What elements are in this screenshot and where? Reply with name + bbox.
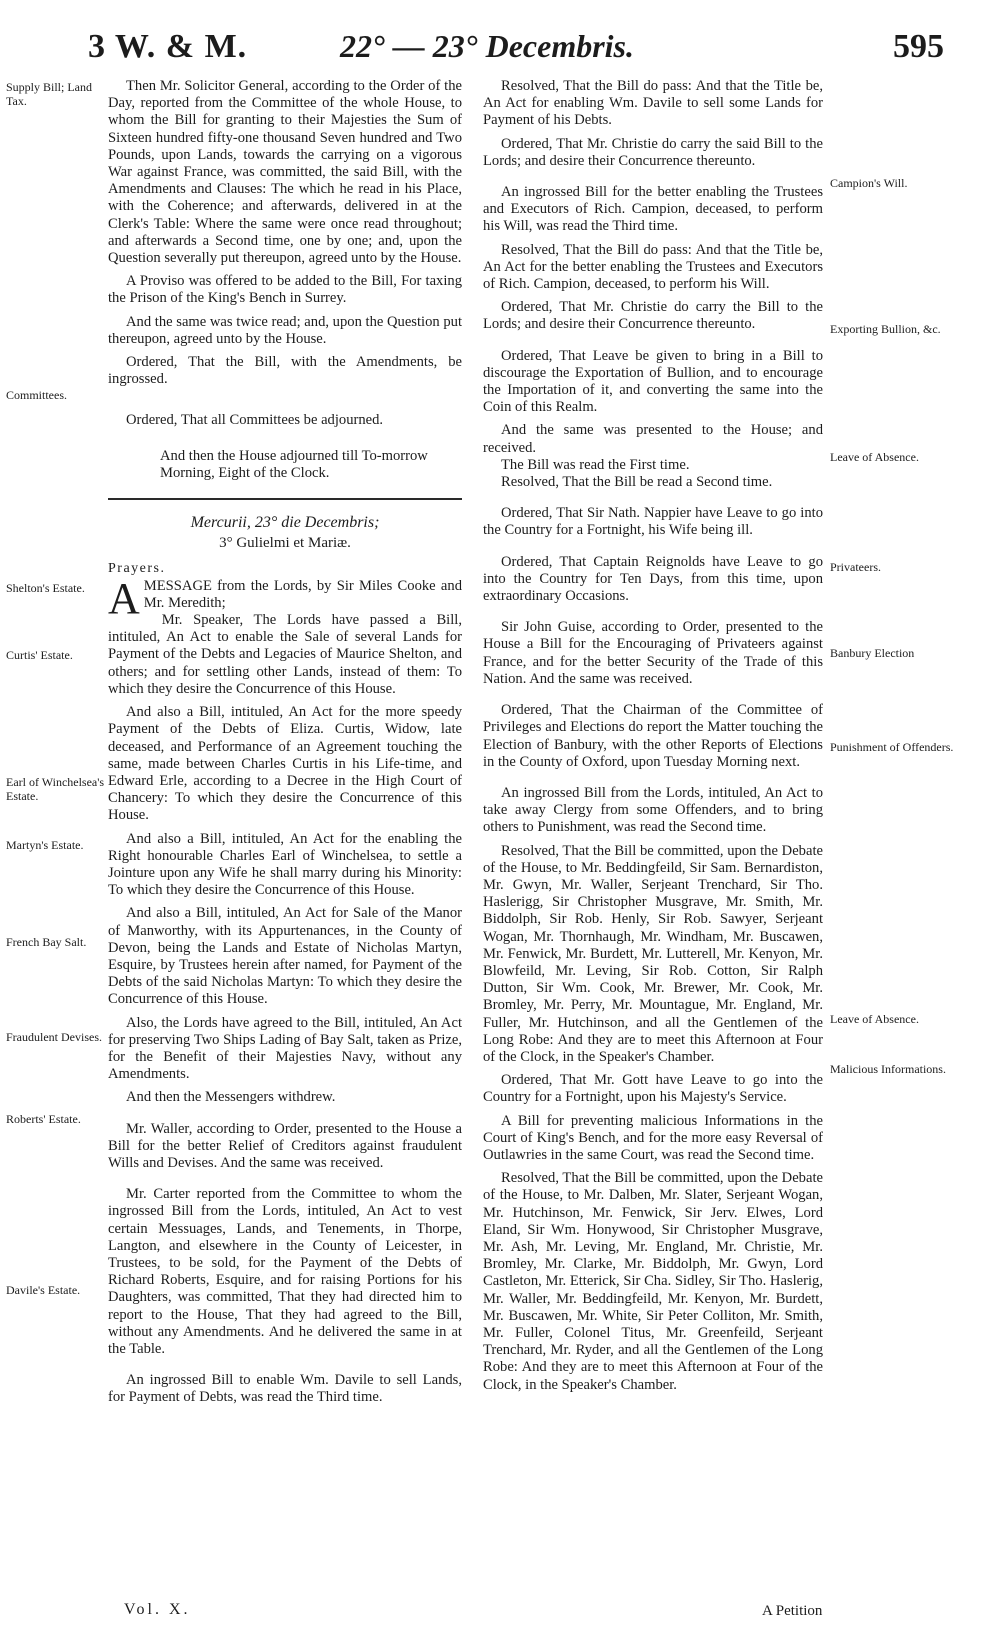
paragraph-shelton: Mr. Speaker, The Lords have passed a Bill, intituled, An Act to enable the Sale of several Lands for Payment of the Debts and Legacies of Maurice Shelton, and others; and for settling other Lands, instead of them: To which they desire the Concurrence of this House. <box>108 612 462 697</box>
margin-note-curtis: Curtis' Estate. <box>6 648 73 662</box>
paragraph-martyn: And also a Bill, intituled, An Act for Sale of the Manor of Manworthy, with its Appurtenances, in the County of Devon, being the Lands and Estate of Nicholas Martyn, Esquire, by Trustees herein after named, for Payment of the Debts of the said Nicholas Martyn: To which they desire the Concurrence of this House. <box>108 905 462 1008</box>
paragraph-curtis: And also a Bill, intituled, An Act for the more speedy Payment of the Debts of Eliza. Curtis, Widow, late deceased, and Performance of an Agreement touching the same, made between Charles Curtis in his Life-time, and Edward Erle, according to a Decree in the High Court of Chancery: To which they desire the Concurrence of this House. <box>108 704 462 824</box>
paragraph-winchelsea: And also a Bill, intituled, An Act for the enabling the Right honourable Charles Earl of Winchelsea, to settle a Jointure upon any Wife he shall marry during his Minority: To which they desire the Concurrence of this House. <box>108 830 462 899</box>
message-text: MESSAGE from the Lords, by Sir Miles Cooke and Mr. Meredith; <box>143 577 462 611</box>
margin-note-bullion: Exporting Bullion, &c. <box>830 322 941 336</box>
paragraph-first-reading: The Bill was read the First time. <box>501 456 690 473</box>
margin-note-supply: Supply Bill; Land Tax. <box>6 80 93 108</box>
margin-note-shelton: Shelton's Estate. <box>6 581 85 595</box>
drop-capital: A <box>108 573 140 623</box>
paragraph-message <box>108 573 462 623</box>
paragraph-nappier: Ordered, That Sir Nath. Nappier have Leave to go into the Country for a Fortnight, his Wife being ill. <box>483 505 823 539</box>
margin-note-privateers: Privateers. <box>830 560 881 574</box>
paragraph-committed-1: Resolved, That the Bill be committed, upon the Debate of the House, to Mr. Beddingfeild, Sir Sam. Bernardiston, Mr. Gwyn, Mr. Waller, Serjeant Trenchard, Sir Tho. Haslerigg, Sir Christopher Musgrave, Mr. Smith, Mr. Biddolph, Sir Rob. Henly, Sir Rob. Sawyer, Serjeant Wogan, Mr. Thornhaugh, Mr. Windham, Mr. Buscawen, Mr. Fenwick, Mr. Burdett, Mr. Lutterell, Mr. Kenyon, Mr. Blowfeild, Mr. Leving, Sir Rob. Cotton, Sir Ralph Dutton, Sir Wm. Cook, Mr. Brewer, Mr. Cook, Mr. Bromley, Mr. Perry, Mr. Mountague, Mr. England, Mr. Fuller, Mr. Hutchinson, and all the Gentlemen of the Long Robe: And they are to meet this Afternoon at Four of the Clock, in the Speaker's Chamber. <box>483 842 823 1065</box>
paragraph-carter: Mr. Carter reported from the Committee to whom the ingrossed Bill from the Lords, intituled, An Act to vest certain Messuages, Lands, and Tenements, in Thorpe, Langton, and elsewhere in the County of Leicester, in Trustees, to be sold, for the Payment of the Debts of Richard Roberts, Esquire, and for raising Portions for his Daughters, was committed, That they had directed him to report to the House, That they had agreed to the Bill, without any Amendments. And he delivered the same in at the Table. <box>108 1186 462 1357</box>
paragraph-adjourned: And then the House adjourned till To-morrow Morning, Eight of the Clock. <box>160 447 428 481</box>
running-header <box>0 22 992 82</box>
margin-note-davile: Davile's Estate. <box>6 1283 81 1297</box>
left-column <box>108 78 462 1413</box>
margin-note-campion: Campion's Will. <box>830 176 908 190</box>
page-number: 595 <box>893 28 944 65</box>
paragraph-proviso: A Proviso was offered to be added to the Bill, For taxing the Prison of the King's Bench in Surrey. <box>108 273 462 307</box>
paragraph-christie-1: Ordered, That Mr. Christie do carry the said Bill to the Lords; and desire their Concurrence thereunto. <box>483 135 823 169</box>
margin-note-winchelsea: Earl of Winchelsea's Estate. <box>6 775 105 803</box>
volume-marker: Vol. X. <box>124 1601 191 1618</box>
paragraph-campion: An ingrossed Bill for the better enabling the Trustees and Executors of Rich. Campion, deceased, to perform his Will, was read the Third time. <box>483 184 823 235</box>
right-column <box>483 78 823 1400</box>
paragraph-christie-2: Ordered, That Mr. Christie do carry the Bill to the Lords; and desire their Concurrence thereunto. <box>483 299 823 333</box>
paragraph-committees: Ordered, That all Committees be adjourned. <box>126 412 384 429</box>
paragraph-presented: And the same was presented to the House; and received. <box>483 422 823 456</box>
margin-note-bay-salt: French Bay Salt. <box>6 935 87 949</box>
paragraph-davile: An ingrossed Bill to enable Wm. Davile to sell Lands, for Payment of Debts, was read the Third time. <box>108 1372 462 1406</box>
margin-note-fraudulent: Fraudulent Devises. <box>6 1030 102 1044</box>
paragraph-bay-salt: Also, the Lords have agreed to the Bill, intituled, An Act for preserving Two Ships Lading of Bay Salt, taken as Prize, for the Benefit of their Majesties Navy, without any Amendments. <box>108 1014 462 1083</box>
paragraph-reignolds: Ordered, That Captain Reignolds have Leave to go into the Country for Ten Days, from this time, upon extraordinary Occasions. <box>483 553 823 605</box>
paragraph-ingrossed: Ordered, That the Bill, with the Amendments, be ingrossed. <box>108 354 462 388</box>
paragraph-resolved-davile: Resolved, That the Bill do pass: And that the Title be, An Act for enabling Wm. Davile to sell some Lands for Payment of his Debts. <box>483 78 823 129</box>
margin-note-malicious: Malicious Informations. <box>830 1062 946 1076</box>
margin-note-banbury: Banbury Election <box>830 646 915 660</box>
section-rule <box>108 498 462 500</box>
paragraph-committed-2: Resolved, That the Bill be committed, upon the Debate of the House, to Mr. Dalben, Mr. Slater, Serjeant Wogan, Mr. Hutchinson, Mr. Fenwick, Sir Jerv. Elwes, Lord Eland, Sir Wm. Honywood, Sir Christopher Musgrave, Mr. Ash, Mr. Leving, Mr. England, Mr. Christie, Mr. Bromley, Mr. Clarke, Mr. Biddolph, Mr. Gwyn, Lord Castleton, Mr. Etterick, Sir Cha. Sidley, Sir Tho. Haslerig, Mr. Waller, Mr. Beddingfeild, Mr. Kenyon, Mr. Burdett, Mr. Buscawen, Mr. White, Sir Peter Colliton, Mr. Smith, Mr. Fuller, Colonel Titus, Mr. Greenfeild, Serjeant Trenchard, Mr. Ryder, and all the Gentlemen of the Long Robe: And they are to meet this Afternoon at Four of the Clock, in the Speaker's Chamber. <box>483 1170 823 1393</box>
paragraph-guise: Sir John Guise, according to Order, presented to the House a Bill for the Encouraging of Privateers against France, and for the better Security of the Trade of this Nation. And the same was received. <box>483 619 823 687</box>
sitting-date: Mercurii, 23° die Decembris; <box>190 514 380 532</box>
paragraph-banbury: Ordered, That the Chairman of the Committee of Privileges and Elections do report the Matter touching the Election of Banbury, with the other Reports of Elections in the County of Oxford, upon Tuesday Morning next. <box>483 702 823 770</box>
paragraph-clergy: An ingrossed Bill from the Lords, intituled, An Act to take away Clergy from some Offenders, and to bring others to Punishment, was read the Second time. <box>483 784 823 836</box>
paragraph-resolved-campion: Resolved, That the Bill do pass: And that the Title be, An Act for the better enabling the Trustees and Executors of Rich. Campion, deceased, to perform his Will. <box>483 241 823 293</box>
margin-note-punishment: Punishment of Offenders. <box>830 740 954 754</box>
regnal-year: 3 W. & M. <box>88 28 248 65</box>
margin-note-committees: Committees. <box>6 388 67 402</box>
paragraph-gott: Ordered, That Mr. Gott have Leave to go into the Country for a Fortnight, upon his Majesty's Service. <box>483 1072 823 1106</box>
paragraph-twice-read: And the same was twice read; and, upon the Question put thereupon, agreed unto by the House. <box>108 313 462 347</box>
paragraph-withdrew: And then the Messengers withdrew. <box>126 1089 336 1106</box>
header-dates: 22° — 23° Decembris. <box>340 28 634 64</box>
paragraph-supply-bill: Then Mr. Solicitor General, according to the Order of the Day, reported from the Committee of the whole House, to whom the Bill for granting to their Majesties the Sum of Sixteen hundred fifty-one thousand Seven hundred and Two Pounds, upon Lands, towards the carrying on a vigorous War against France, was committed, the said Bill, with the Amendments and Clauses: The which he read in his Place, with the Coherence; and afterwards, delivered in at the Clerk's Table: Where the same were once read throughout; and afterwards a Second time, one by one; and, upon the Question severally put thereupon, agreed unto by the House. <box>108 78 462 267</box>
margin-note-martyn: Martyn's Estate. <box>6 838 84 852</box>
margin-note-leave-1: Leave of Absence. <box>830 450 919 464</box>
regnal-subtitle: 3° Gulielmi et Mariæ. <box>219 535 351 552</box>
prayers-heading: Prayers. <box>108 561 166 577</box>
paragraph-bullion: Ordered, That Leave be given to bring in a Bill to discourage the Exportation of Bullion, and to encourage the Importation of it, and converting the same into the Coin of this Realm. <box>483 347 823 416</box>
paragraph-waller: Mr. Waller, according to Order, presented to the House a Bill for the better Relief of Creditors against fraudulent Wills and Devises. And the same was received. <box>108 1120 462 1171</box>
paragraph-informations: A Bill for preventing malicious Informations in the Court of King's Bench, and for the more easy Reversal of Outlawries in the same Court, was read the Second time. <box>483 1112 823 1163</box>
margin-note-roberts: Roberts' Estate. <box>6 1112 81 1126</box>
margin-note-leave-2: Leave of Absence. <box>830 1012 919 1026</box>
catchword: A Petition <box>762 1603 823 1619</box>
paragraph-second-reading: Resolved, That the Bill be read a Second time. <box>501 474 773 491</box>
